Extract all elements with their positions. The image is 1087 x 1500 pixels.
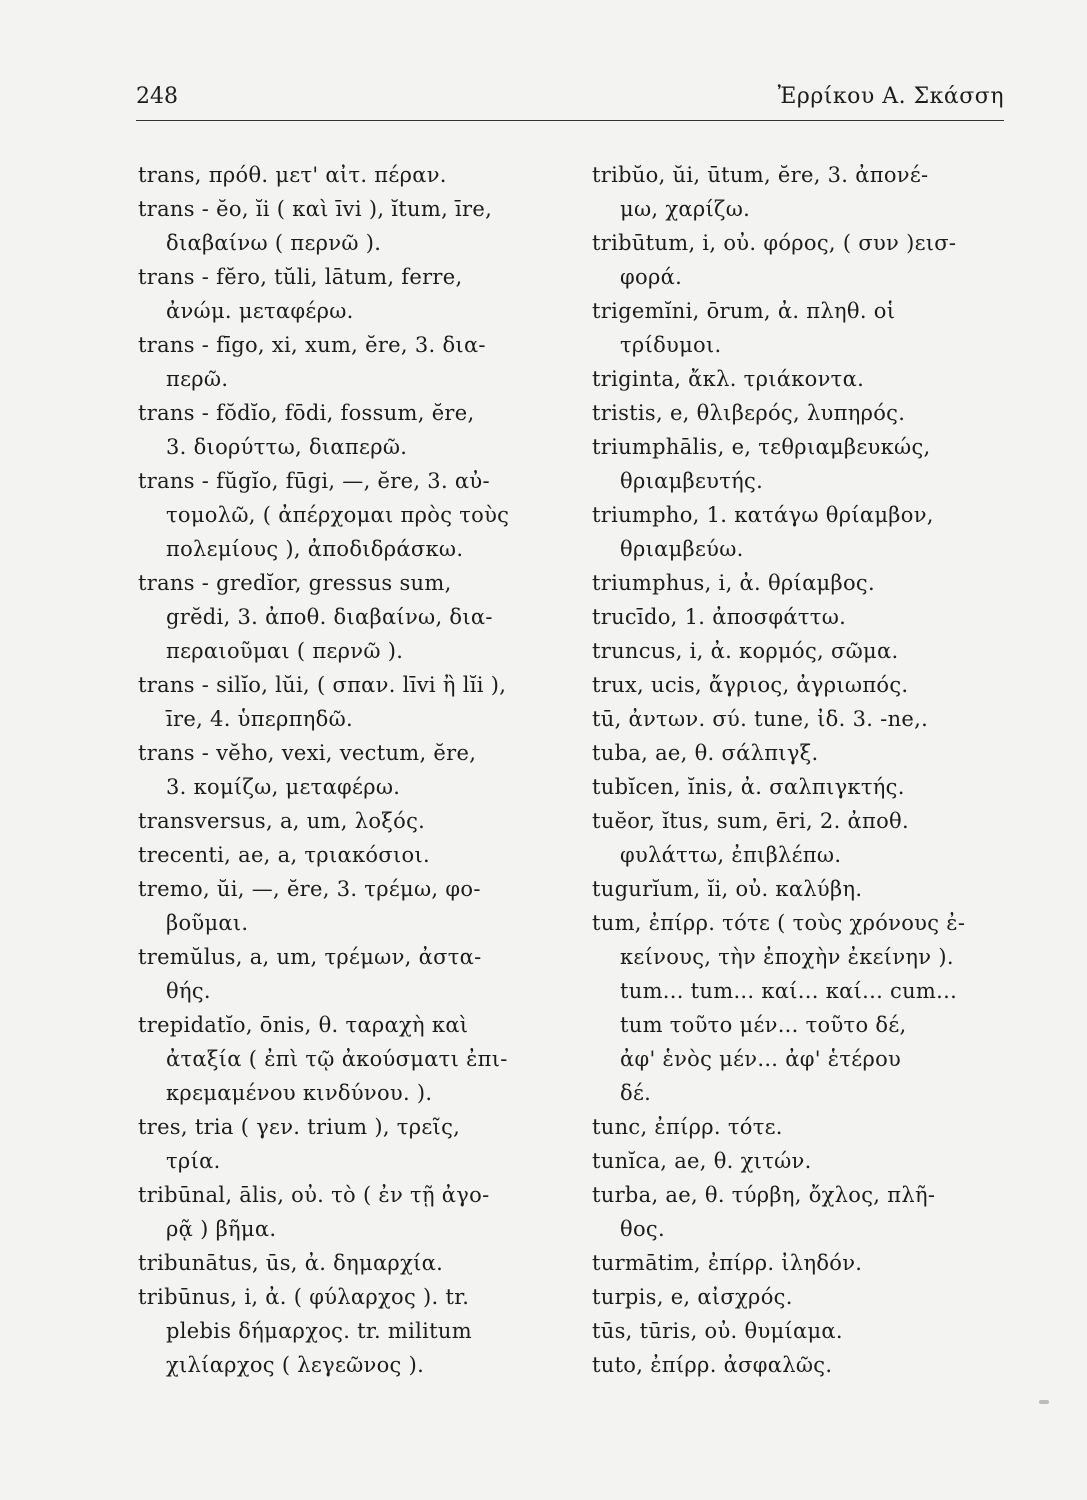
entry-line: trans - vĕho, vexi, vectum, ĕre, [138, 741, 477, 765]
entry-line: trans, πρόθ. μετ' αἰτ. πέραν. [138, 163, 447, 187]
entry-line: tribŭo, ŭi, ūtum, ĕre, 3. ἀπονέ- [592, 163, 929, 187]
entry-line: tribūnus, i, ἀ. ( φύλαρχος ). tr. [138, 1285, 470, 1309]
entry-line: triumphus, i, ἀ. θρίαμβος. [592, 571, 875, 595]
entry-line: τρία. [166, 1149, 221, 1173]
entry-line: triginta, ἄκλ. τριάκοντα. [592, 367, 865, 391]
entry-line: βοῦμαι. [166, 911, 249, 935]
entry-line: περαιοῦμαι ( περνῶ ). [166, 639, 404, 663]
entry-line: trans - fīgo, xi, xum, ĕre, 3. δια- [138, 333, 486, 357]
entry-line: χιλίαρχος ( λεγεῶνος ). [166, 1353, 425, 1377]
entry-line: δέ. [620, 1081, 652, 1105]
entry-line: ἀταξία ( ἐπὶ τῷ ἀκούσματι ἐπι- [166, 1047, 508, 1071]
entry-line: turpis, e, αἰσχρός. [592, 1285, 793, 1309]
left-column [138, 158, 558, 1382]
entry-line: grĕdi, 3. ἀποθ. διαβαίνω, δια- [166, 605, 493, 629]
entry-line: 3. κομίζω, μεταφέρω. [166, 775, 401, 799]
entry-line: triumpho, 1. κατάγω θρίαμβον, [592, 503, 934, 527]
entry-line: κείνους, τὴν ἐποχὴν ἐκείνην ). [620, 945, 954, 969]
entry-line: tristis, e, θλιβερός, λυπηρός. [592, 401, 906, 425]
page-header [136, 84, 1004, 114]
entry-line: trans - ĕo, ĭi ( καὶ īvi ), ĭtum, īre, [138, 197, 493, 221]
entry-line: trigemĭni, ōrum, ἀ. πληθ. οἱ [592, 299, 896, 323]
entry-line: περῶ. [166, 367, 229, 391]
entry-line: tribunātus, ūs, ἀ. δημαρχία. [138, 1251, 444, 1275]
entry-line: truncus, i, ἀ. κορμός, σῶμα. [592, 639, 899, 663]
entry-line: plebis δήμαρχος. tr. militum [166, 1319, 472, 1343]
entry-line: κρεμαμένου κινδύνου. ). [166, 1081, 433, 1105]
entry-line: μω, χαρίζω. [620, 197, 751, 221]
entry-line: τομολῶ, ( ἀπέρχομαι πρὸς τοὺς [166, 503, 510, 527]
entry-line: tremŭlus, a, um, τρέμων, ἀστα- [138, 945, 482, 969]
entry-line: tribūnal, ālis, οὐ. τὸ ( ἐν τῇ ἀγο- [138, 1183, 490, 1207]
entry-line: tuto, ἐπίρρ. ἀσφαλῶς. [592, 1353, 833, 1377]
entry-line: tunĭca, ae, θ. χιτών. [592, 1149, 812, 1173]
entry-line: tubĭcen, ĭnis, ἀ. σαλπιγκτής. [592, 775, 905, 799]
entry-line: ἀφ' ἑνὸς μέν... ἀφ' ἑτέρου [620, 1047, 902, 1071]
entry-line: ἀνώμ. μεταφέρω. [166, 299, 354, 323]
entry-line: tū, ἀντων. σύ. tune, ἰδ. 3. -ne,. [592, 707, 929, 731]
entry-line: tum... tum... καί... καί... cum... [620, 979, 958, 1003]
entry-line: trans - fŭgĭo, fūgi, —, ĕre, 3. αὐ- [138, 469, 490, 493]
entry-line: trecenti, ae, a, τριακόσιοι. [138, 843, 430, 867]
entry-line: tuĕor, ĭtus, sum, ēri, 2. ἀποθ. [592, 809, 909, 833]
entry-line: īre, 4. ὑπερπηδῶ. [166, 707, 353, 731]
entry-line: θριαμβευτής. [620, 469, 764, 493]
entry-line: διαβαίνω ( περνῶ ). [166, 231, 382, 255]
entry-line: 3. διορύττω, διαπερῶ. [166, 435, 408, 459]
entry-line: ρᾷ ) βῆμα. [166, 1217, 277, 1241]
entry-line: tugurĭum, ĭi, οὐ. καλύβη. [592, 877, 863, 901]
entry-line: turba, ae, θ. τύρβη, ὄχλος, πλῆ- [592, 1183, 936, 1207]
entry-line: φυλάττω, ἐπιβλέπω. [620, 843, 842, 867]
header-rule [136, 120, 1004, 121]
page-number: 248 [136, 84, 178, 109]
entry-line: tremo, ŭi, —, ĕre, 3. τρέμω, φο- [138, 877, 481, 901]
entry-line: trans - silĭo, lŭi, ( σπαν. līvi ἢ lĭi ), [138, 673, 507, 697]
entry-line: trans - gredĭor, gressus sum, [138, 571, 452, 595]
entry-line: trans - fĕro, tŭli, lātum, ferre, [138, 265, 463, 289]
entry-line: trans - fŏdĭo, fōdi, fossum, ĕre, [138, 401, 475, 425]
entry-line: tunc, ἐπίρρ. τότε. [592, 1115, 783, 1139]
entry-line: θής. [166, 979, 211, 1003]
entry-line: θριαμβεύω. [620, 537, 744, 561]
entry-line: πολεμίους ), ἀποδιδράσκω. [166, 537, 464, 561]
entry-line: tum τοῦτο μέν... τοῦτο δέ, [620, 1013, 907, 1037]
entry-line: τρίδυμοι. [620, 333, 722, 357]
entry-line: trux, ucis, ἄγριος, ἀγριωπός. [592, 673, 909, 697]
entry-line: tum, ἐπίρρ. τότε ( τοὺς χρόνους ἐ- [592, 911, 966, 935]
right-column [592, 158, 1010, 1382]
entry-line: tres, tria ( γεν. trium ), τρεῖς, [138, 1115, 461, 1139]
entry-line: tūs, tūris, οὐ. θυμίαμα. [592, 1319, 843, 1343]
entry-line: triumphālis, e, τεθριαμβευκώς, [592, 435, 931, 459]
entry-line: tribūtum, i, οὐ. φόρος, ( συν )εισ- [592, 231, 957, 255]
entry-line: transversus, a, um, λοξός. [138, 809, 426, 833]
running-title: Ἐρρίκου Α. Σκάσση [777, 84, 1004, 109]
entry-line: tuba, ae, θ. σάλπιγξ. [592, 741, 819, 765]
entry-line: turmātim, ἐπίρρ. ἰληδόν. [592, 1251, 863, 1275]
page-edge-mark [1039, 1400, 1049, 1404]
entry-line: trepidatĭo, ōnis, θ. ταραχὴ καὶ [138, 1013, 469, 1037]
entry-line: θος. [620, 1217, 665, 1241]
entry-line: φορά. [620, 265, 683, 289]
entry-line: trucīdo, 1. ἀποσφάττω. [592, 605, 847, 629]
